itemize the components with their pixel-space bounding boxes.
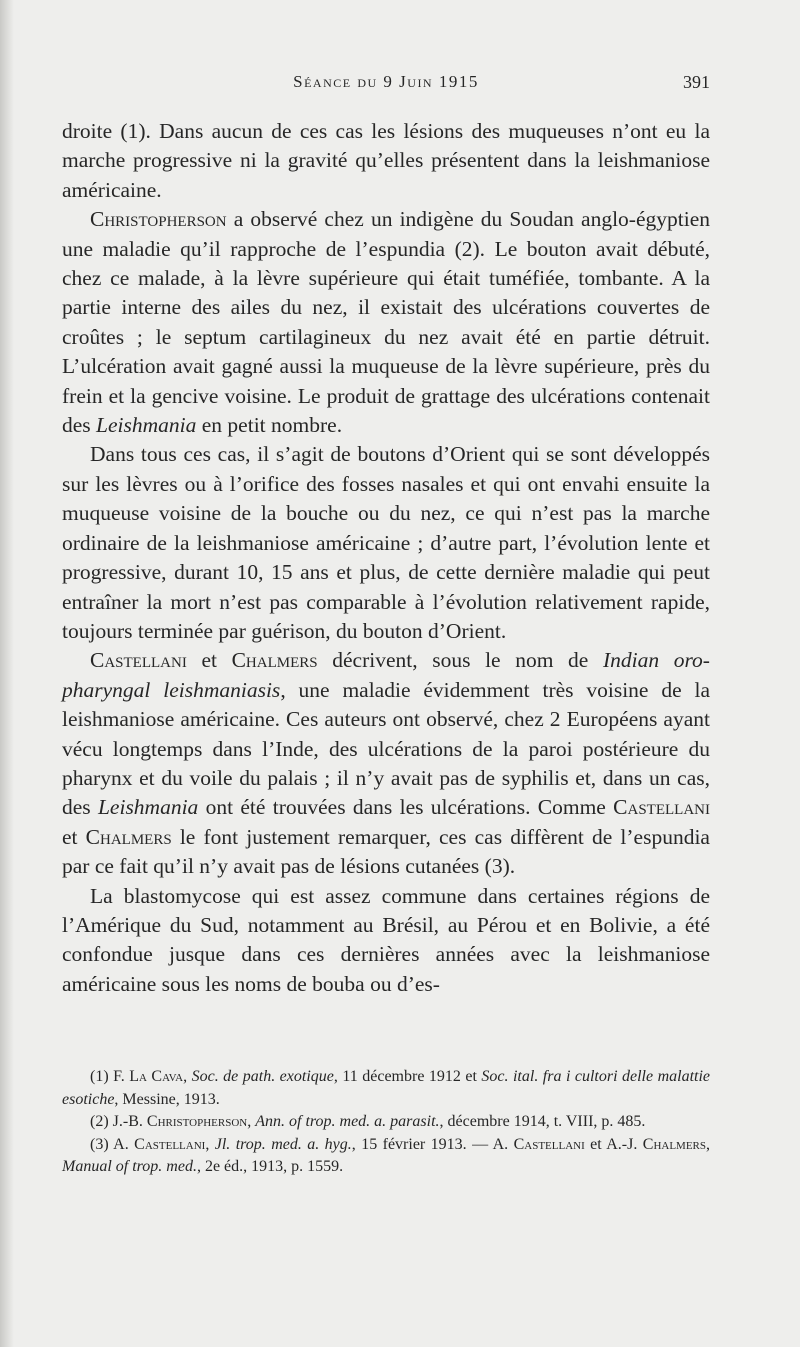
text-run: en petit nombre. [196,413,343,438]
genus-name: Leishmania [97,795,199,820]
text-run: , [183,1068,192,1085]
footnote-marker: (2) J.-B. [90,1113,147,1130]
author-name: Christopherson [90,207,227,232]
genus-name: Leishmania [96,413,197,438]
text-run: le font justement remarquer, ces cas diffèrent de l’espundia par ce fait qu’il n’y avait pas de lésions cutanées (3). [62,824,710,879]
journal-title: Soc. ital. fra i cultori delle malattie esotiche [62,1068,711,1108]
text-run: et [62,824,86,849]
paragraph-boutons-orient [62,440,710,646]
footnote-1 [62,1066,710,1111]
text-run: , 15 février 1913. — A. [351,1135,514,1153]
footnote-marker: (3) A. [90,1135,135,1153]
author-name: Chalmers [642,1135,707,1153]
text-run: a observé chez un indigène du Soudan anglo-égyptien une maladie qu’il rapproche de l’espundia (2). Le bouton avait débuté, chez ce malade, à la lèvre supérieure qui était tuméfiée, tombante. A la partie interne des ailes du nez, il existait des ulcérations couvertes de croûtes ; le septum cartilagineux du nez avait été en partie détruit. L’ulcération avait gagné aussi la muqueuse de la lèvre supérieure, près du frein et la gencive voisine. Le produit de grattage des ulcérations contenait des [62,207,710,438]
author-name: Christopherson [146,1113,248,1130]
footnote-2 [62,1111,710,1134]
text-run: droite (1). Dans aucun de ces cas les lésions des muqueuses n’ont eu la marche progressive ni la gravité qu’elles présentent dans la leishmaniose américaine. [62,119,710,202]
disease-name: Indian oro-pharyngal leishmaniasis [62,648,710,702]
author-name: La Cava [129,1068,184,1085]
paragraph-christopherson [62,205,710,440]
page-gutter-shadow [0,0,14,1347]
text-run: , une maladie évidemment très voisine de la leishmaniose américaine. Ces auteurs ont observé, chez 2 Européens ayant vécu longtemps dans l’Inde, des ulcérations de la paroi postérieure du pharynx et du voile du palais ; il n’y avait pas de syphilis et, dans un cas, des [62,677,710,820]
footnote-3 [62,1134,710,1179]
text-run: , 2e éd., 1913, p. 1559. [196,1158,344,1175]
footnote-marker: (1) F. [90,1068,130,1085]
book-title: Manual of trop. med. [62,1158,197,1175]
text-run: , Messine, 1913. [114,1090,220,1108]
journal-title: Ann. of trop. med. a. parasit. [255,1113,440,1130]
text-run: , [205,1135,215,1153]
author-name: Castellani [90,648,187,673]
text-run: Dans tous ces cas, il s’agit de boutons d’Orient qui se sont développés sur les lèvres ou à l’orifice des fosses nasales et qui ont envahi ensuite la muqueuse voisine de la bouche ou du nez, ce qui n’est pas la marche ordinaire de la leishmaniose américaine ; d’autre part, l’évolution lente et progressive, durant 10, 15 ans et plus, de cette dernière maladie qui peut entraîner la mort n’est pas comparable à l’évolution relativement rapide, toujours terminée par guérison, du bouton d’Orient. [62,442,710,643]
body-text [62,117,710,999]
text-run: , [706,1135,711,1153]
text-run: , décembre 1914, t. VIII, p. 485. [439,1113,646,1130]
page-number: 391 [683,72,710,92]
text-run: et [186,648,232,673]
text-run: ont été trouvées dans les ulcérations. Comme [198,795,614,820]
text-run: , 11 décembre 1912 et [333,1068,482,1085]
text-run: La blastomycose qui est assez commune dans certaines régions de l’Amérique du Sud, notamment au Brésil, au Pérou et en Bolivie, a été confondue jusque dans ces dernières années avec la leishmaniose américaine sous les noms de bouba ou d’es- [62,883,710,996]
footnotes [62,1066,710,1179]
text-run: , [247,1113,256,1130]
author-name: Castellani [513,1135,585,1153]
running-head-title: Séance du 9 Juin 1915 [293,72,479,91]
journal-title: Jl. trop. med. a. hyg. [214,1135,352,1153]
running-head [62,72,710,102]
journal-title: Soc. de path. exotique [191,1068,334,1085]
text-run: et A.-J. [584,1135,643,1153]
text-run: décrivent, sous le nom de [317,648,603,673]
author-name: Castellani [613,795,710,820]
author-name: Chalmers [231,648,318,673]
author-name: Castellani [134,1135,206,1153]
paragraph-castellani-chalmers [62,646,710,881]
paragraph-continuation [62,117,710,205]
author-name: Chalmers [85,824,172,849]
paragraph-blastomycose [62,882,710,1000]
